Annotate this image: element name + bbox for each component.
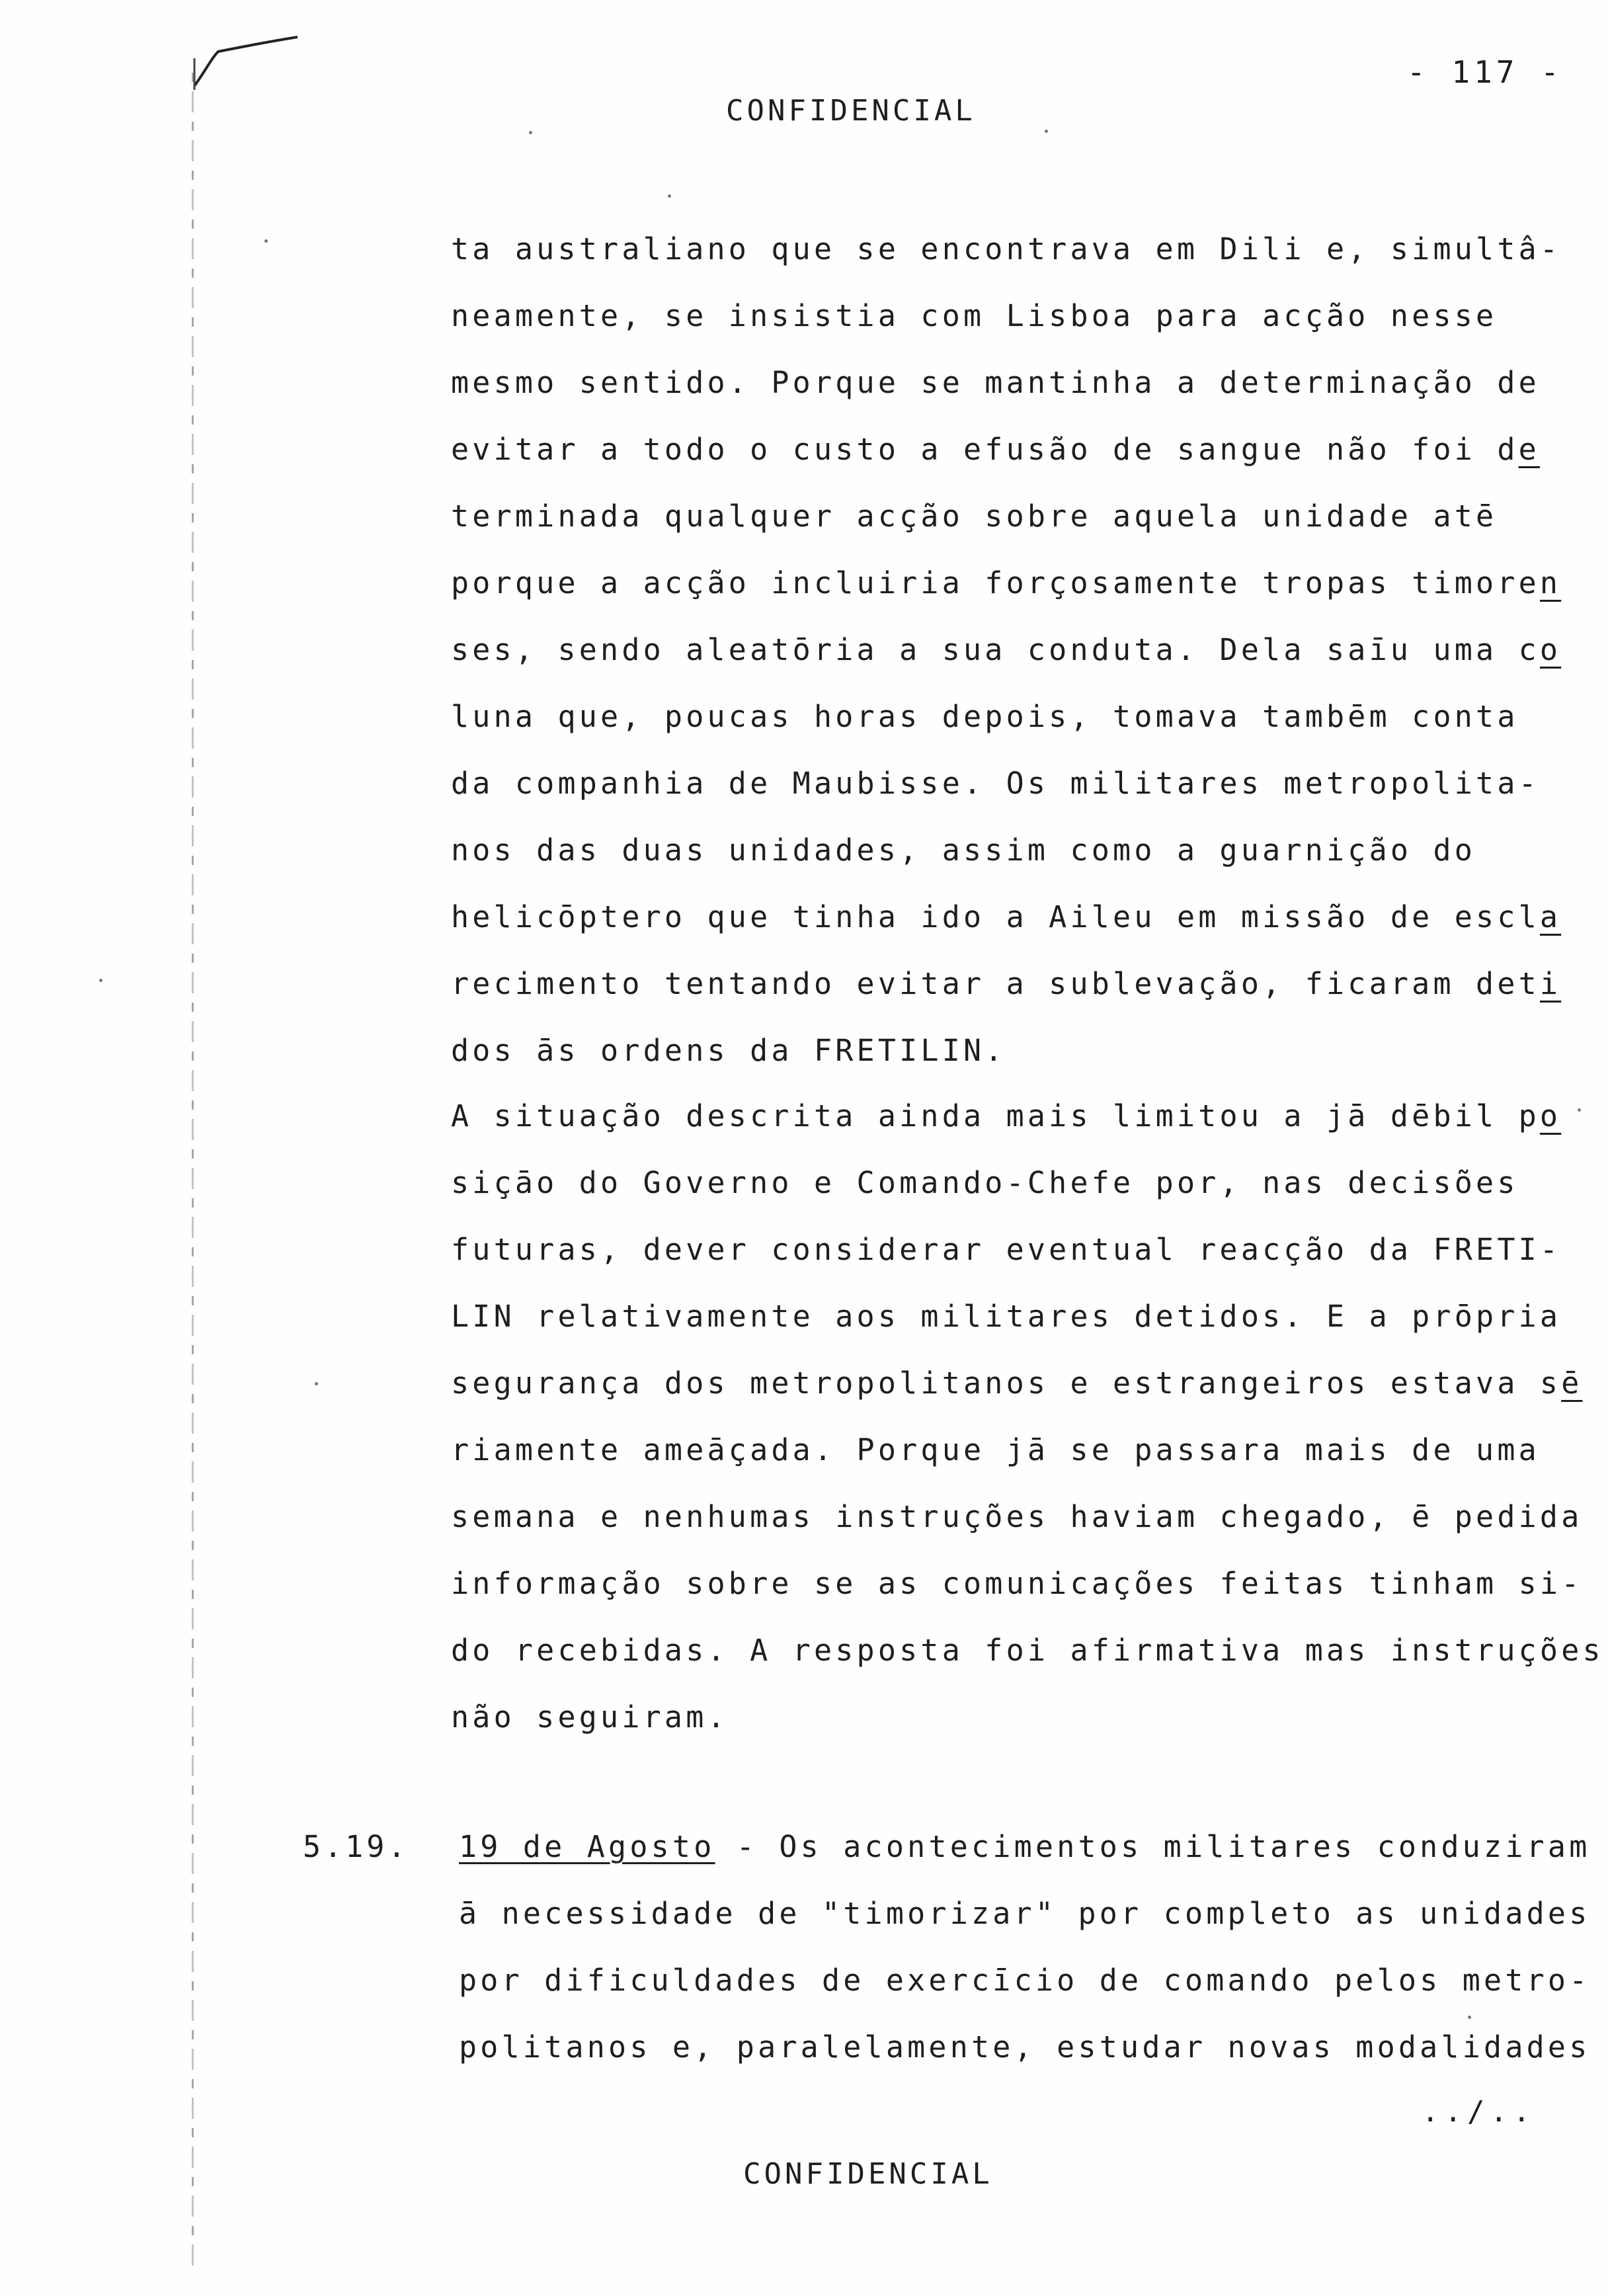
line-text: porque a acção incluiria forçosamente tropas timore [451, 565, 1540, 600]
paragraph-2-line [451, 1098, 1561, 1133]
paragraph-1-line [451, 499, 1497, 534]
hyphenation-underlined-letter: ē [1561, 1366, 1583, 1401]
line-text: terminada qualquer acção sobre aquela unidade atē [451, 499, 1498, 534]
scan-speck [668, 194, 671, 198]
hyphenation-underlined-letter: o [1539, 1098, 1562, 1133]
classification-footer: CONFIDENCIAL [743, 2157, 993, 2191]
scan-speck [1468, 2016, 1471, 2019]
line-text: da companhia de Maubisse. Os militares metropolita- [451, 766, 1540, 801]
line-text: politanos e, paralelamente, estudar novas modalidades [459, 2030, 1591, 2065]
line-text: ta australiano que se encontrava em Dili e, simultâ- [451, 231, 1562, 266]
line-text: siçāo do Governo e Comando-Chefe por, nas decisões [451, 1165, 1519, 1200]
line-text: recimento tentando evitar a sublevação, ficaram det [451, 966, 1540, 1001]
hyphenation-underlined-letter: a [1539, 899, 1562, 934]
section-5-19-line [459, 1829, 1591, 1864]
scan-speck [264, 239, 268, 243]
paragraph-1-line [451, 565, 1561, 600]
line-text: - Os acontecimentos militares conduziram [715, 1829, 1591, 1864]
paragraph-1-line [451, 699, 1519, 734]
line-text: evitar a todo o custo a efusão de sangue não foi d [451, 432, 1519, 467]
hyphenation-underlined-letter: o [1539, 632, 1562, 667]
line-text: segurança dos metropolitanos e estrangeiros estava s [451, 1366, 1562, 1401]
paragraph-1-line [451, 365, 1540, 400]
paragraph-2-line [451, 1366, 1583, 1401]
paragraph-1-line [451, 966, 1561, 1001]
paragraph-1-line [451, 632, 1561, 667]
section-5-19-line [459, 2030, 1591, 2065]
page-number: - 117 - [1407, 54, 1563, 90]
continuation-mark: ../.. [1422, 2095, 1536, 2129]
hyphenation-underlined-letter: e [1518, 432, 1540, 467]
paragraph-1-line [451, 899, 1561, 934]
scan-speck [1578, 1108, 1581, 1112]
section-5-19-line [459, 1963, 1591, 1998]
paragraph-2-line [451, 1232, 1561, 1267]
hyphenation-underlined-letter: i [1539, 966, 1562, 1001]
line-text: por dificuldades de exercīcio de comando pelos metro- [459, 1963, 1591, 1998]
classification-header: CONFIDENCIAL [726, 94, 976, 128]
paragraph-2-line [451, 1499, 1583, 1534]
paragraph-2-line [451, 1165, 1519, 1200]
line-text: não seguiram. [451, 1700, 729, 1735]
line-text: LIN relativamente aos militares detidos. E a prōpria [451, 1299, 1562, 1334]
scan-speck [315, 1382, 318, 1385]
line-text: riamente ameāçada. Porque jā se passara mais de uma [451, 1432, 1540, 1467]
paragraph-2-line [451, 1299, 1561, 1334]
paragraph-2-line [451, 1566, 1583, 1601]
line-text: nos das duas unidades, assim como a guarnição do [451, 833, 1476, 868]
line-text: ā necessidade de "timorizar" por completo as unidades [459, 1896, 1591, 1931]
paragraph-1-line [451, 298, 1497, 333]
corner-pen-mark [192, 32, 304, 91]
line-text: helicōptero que tinha ido a Aileu em missão de escl [451, 899, 1540, 934]
line-text: neamente, se insistia com Lisboa para acção nesse [451, 298, 1498, 333]
line-text: luna que, poucas horas depois, tomava tambēm conta [451, 699, 1519, 734]
section-5-19-line [459, 1896, 1591, 1931]
paragraph-2-line [451, 1633, 1604, 1668]
line-text: mesmo sentido. Porque se mantinha a determinação de [451, 365, 1540, 400]
line-text: informação sobre se as comunicações feitas tinham si- [451, 1566, 1583, 1601]
scan-speck [99, 979, 102, 982]
line-text: semana e nenhumas instruções haviam chegado, ē pedida [451, 1499, 1583, 1534]
paragraph-1-line [451, 432, 1540, 467]
paragraph-1-line [451, 1033, 1006, 1068]
scan-speck [529, 131, 532, 134]
line-text: do recebidas. A resposta foi afirmativa mas instruções [451, 1633, 1604, 1668]
binding-margin-line [192, 73, 194, 2268]
line-text: A situação descrita ainda mais limitou a jā dēbil p [451, 1098, 1540, 1133]
section-date: 19 de Agosto [459, 1829, 715, 1864]
line-text: dos ās ordens da FRETILIN. [451, 1033, 1006, 1068]
scan-speck [1045, 130, 1048, 133]
hyphenation-underlined-letter: n [1539, 565, 1562, 600]
paragraph-1-line [451, 231, 1561, 266]
paragraph-2-line [451, 1700, 729, 1735]
line-text: ses, sendo aleatōria a sua conduta. Dela saīu uma c [451, 632, 1540, 667]
paragraph-1-line [451, 766, 1540, 801]
section-number: 5.19. [303, 1829, 409, 1864]
line-text: futuras, dever considerar eventual reacção da FRETI- [451, 1232, 1562, 1267]
paragraph-1-line [451, 833, 1476, 868]
paragraph-2-line [451, 1432, 1540, 1467]
